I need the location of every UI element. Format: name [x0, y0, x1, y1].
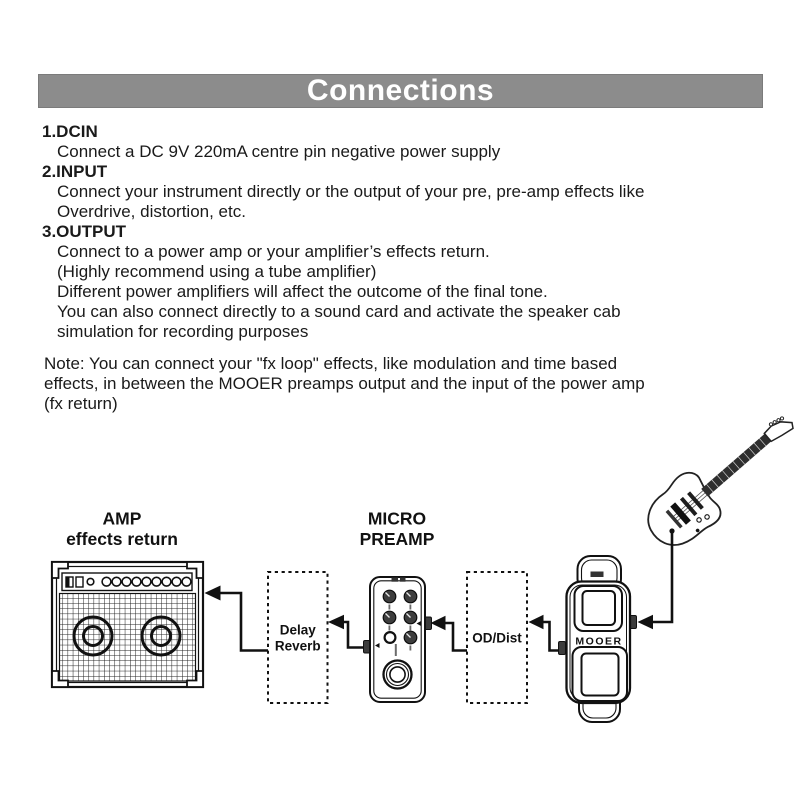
note-line: (fx return) [44, 394, 118, 413]
arrow-into-od [529, 615, 544, 629]
instruction-line: Overdrive, distortion, etc. [57, 202, 246, 221]
preamp-label-line1: MICRO [367, 508, 427, 529]
arrow-into-preamp [431, 616, 446, 630]
cable-pedal-to-od [543, 622, 559, 651]
note-line: Note: You can connect your "fx loop" effects, like modulation and time based [44, 354, 618, 373]
delay-box-label-line1: Delay [279, 622, 316, 638]
arrow-into-delay [328, 615, 344, 629]
section-heading-output: 3.OUTPUT [42, 222, 127, 241]
arrow-into-pedal [638, 615, 654, 629]
pedal-brand-logo: MOOER [575, 635, 623, 648]
micro-preamp-illustration [364, 577, 432, 702]
instruction-line: simulation for recording purposes [57, 322, 309, 341]
instruction-line: Connect your instrument directly or the output of your pre, pre-amp effects like [57, 182, 645, 201]
delay-box-label-line2: Reverb [274, 638, 321, 654]
instruction-line: You can also connect directly to a sound card and activate the speaker cab [57, 302, 621, 321]
arrow-into-amp [205, 586, 221, 601]
page-title: Connections [306, 74, 495, 107]
amp-label-line1: AMP [102, 508, 142, 529]
guitar-illustration [636, 397, 800, 558]
section-heading-input: 2.INPUT [42, 162, 108, 181]
instruction-line: Connect a DC 9V 220mA centre pin negative power supply [57, 142, 501, 161]
cable-delay-to-amp [220, 593, 268, 651]
mooer-pedal-illustration [559, 556, 637, 722]
amp-label-line2: effects return [66, 529, 178, 549]
cable-od-to-preamp [446, 623, 468, 651]
od-box-label: OD/Dist [472, 630, 522, 646]
instruction-line: Connect to a power amp or your amplifier’s effects return. [57, 242, 490, 261]
section-heading-dcin: 1.DCIN [42, 122, 98, 141]
preamp-label-line2: PREAMP [359, 529, 435, 549]
cable-guitar-to-pedal [653, 533, 672, 622]
amp-illustration [52, 562, 203, 687]
pedal-left-jack [559, 642, 566, 655]
cable-preamp-to-delay [344, 622, 365, 648]
amp-grille [60, 594, 196, 682]
pedal-hinge [591, 572, 604, 578]
instruction-line: Different power amplifiers will affect the outcome of the final tone. [57, 282, 548, 301]
delay-reverb-box [268, 572, 328, 703]
od-dist-box [467, 572, 527, 703]
preamp-button [385, 632, 396, 643]
guitar-cable-plug [669, 528, 674, 533]
instruction-line: (Highly recommend using a tube amplifier) [57, 262, 377, 281]
note-line: effects, in between the MOOER preamps output and the input of the power amp [44, 374, 645, 393]
guitar-frets [707, 438, 766, 491]
